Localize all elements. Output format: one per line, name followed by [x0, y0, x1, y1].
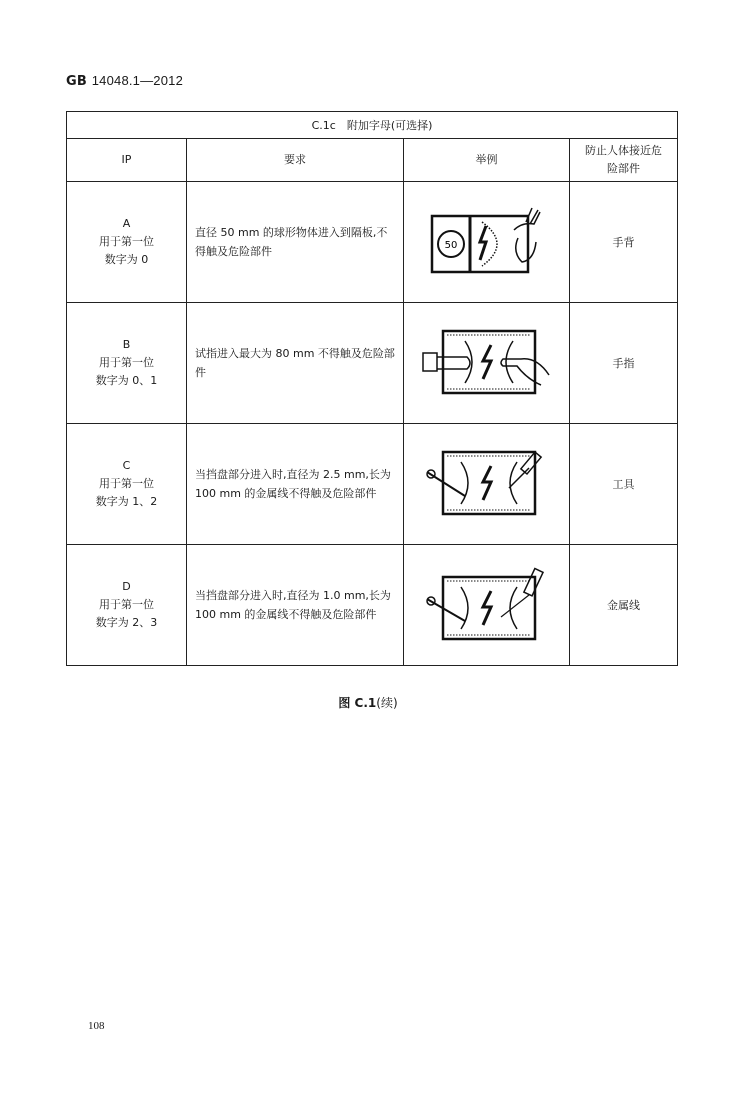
example-cell	[404, 182, 570, 303]
table-title: C.1c 附加字母(可选择)	[67, 112, 678, 139]
protection-cell: 金属线	[570, 545, 678, 666]
ip-note-line: 用于第一位	[99, 477, 154, 490]
protection-cell: 手背	[570, 182, 678, 303]
requirement-cell: 当挡盘部分进入时,直径为 1.0 mm,长为 100 mm 的金属线不得触及危险部件	[187, 545, 404, 666]
ip-note-line: 数字为 2、3	[95, 616, 158, 629]
ip-letter: C	[122, 459, 131, 472]
wire-probe-icon	[417, 565, 557, 645]
ip-note-line: 数字为 0	[104, 253, 149, 266]
table-row	[67, 303, 678, 424]
tool-probe-icon	[417, 444, 557, 524]
column-header-example: 举例	[404, 139, 570, 182]
table-row	[67, 545, 678, 666]
document-header	[66, 73, 183, 89]
requirement-cell: 直径 50 mm 的球形物体进入到隔板,不得触及危险部件	[187, 182, 404, 303]
table-row	[67, 182, 678, 303]
requirement-cell: 当挡盘部分进入时,直径为 2.5 mm,长为 100 mm 的金属线不得触及危险部件	[187, 424, 404, 545]
example-cell	[404, 424, 570, 545]
additional-letter-table	[66, 111, 678, 666]
column-header-requirement: 要求	[187, 139, 404, 182]
ip-cell	[67, 424, 187, 545]
figure-label: 图 C.1	[338, 696, 377, 710]
protection-cell: 手指	[570, 303, 678, 424]
sphere-label: 50	[444, 240, 457, 251]
ip-letter: A	[122, 217, 131, 230]
ip-note-line: 用于第一位	[99, 235, 154, 248]
ip-note-line: 数字为 1、2	[95, 495, 158, 508]
protection-cell: 工具	[570, 424, 678, 545]
ip-note-line: 用于第一位	[99, 598, 154, 611]
ip-note-line: 用于第一位	[99, 356, 154, 369]
figure-suffix: (续)	[376, 696, 398, 710]
example-cell	[404, 545, 570, 666]
ip-letter: B	[122, 338, 131, 351]
requirement-cell: 试指进入最大为 80 mm 不得触及危险部件	[187, 303, 404, 424]
ip-cell	[67, 182, 187, 303]
gb-mark: GB	[66, 74, 87, 89]
figure-caption	[0, 694, 736, 711]
column-header-ip: IP	[67, 139, 187, 182]
column-header-protection: 防止人体接近危险部件	[570, 139, 678, 182]
ip-cell	[67, 545, 187, 666]
ip-note-line: 数字为 0、1	[95, 374, 158, 387]
page-number: 108	[88, 1020, 105, 1032]
table-row	[67, 424, 678, 545]
example-cell	[404, 303, 570, 424]
sphere-50mm-probe-icon	[422, 202, 552, 282]
ip-cell	[67, 303, 187, 424]
ip-letter: D	[122, 580, 131, 593]
test-finger-probe-icon	[417, 323, 557, 403]
standard-number: 14048.1—2012	[91, 73, 184, 88]
